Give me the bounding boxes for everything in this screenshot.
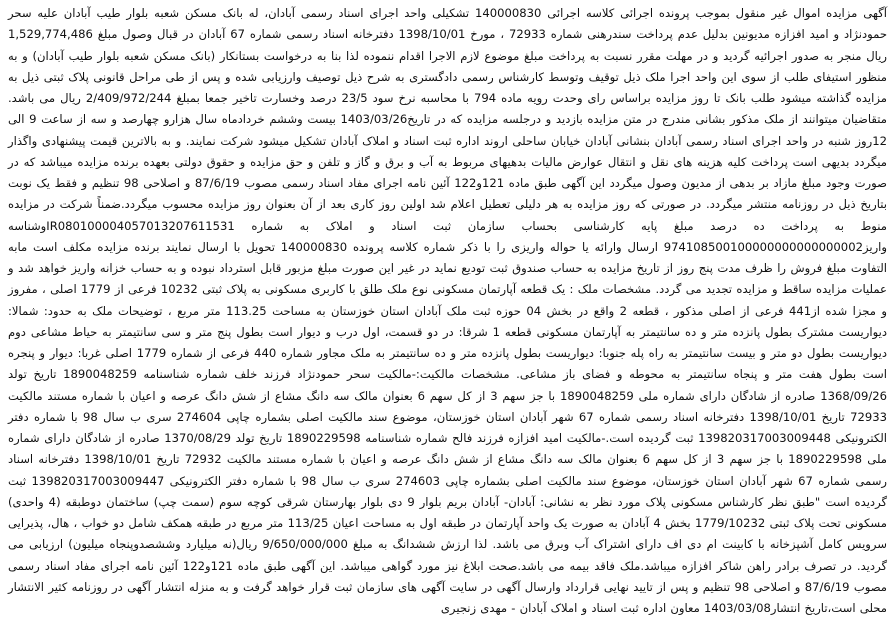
auction-notice-text: آگهی مزایده اموال غیر منقول بموجب پرونده اجرائی کلاسه اجرائی 140000830 تشکیلی واحد اجرای اسناد رسمی آبادان، له بانک مسکن شعبه بلوار طیب آبادان علیه سحر حمودنژاد و امید افزازه مدیونین بدلیل عدم پرداخت سندرهنی شماره 72933 ، مورخ 1398/10/01 دفترخانه اسناد رسمی شماره 67 آبادان در قبال وصول مبلغ 1,529,774,486 ریال منجر به صدور اجرائیه گردید و در مهلت مقرر نسبت به پرداخت مبلغ موضوع لازم الاجرا اقدام ننموده لذا بنا به درخواست بستانکار (بانک مسکن شعبه بلوار طیب آبادان) و به منظور استیفای طلب از سوی این واحد اجرا ملک ذیل توقیف وتوسط کارشناس رسمی دادگستری به شرح ذیل توصیف وارزیابی شده و پس از طی مراحل قانونی پلاک ثبتی ذیل به مزایده گذاشته میشود طلب بانک تا روز مزایده براساس رای وحدت رویه ماده 794 با محاسبه نرخ سود 23/5 درصد وخسارت تاخیر جمعا بمبلغ 2/409/972/244 ریال می باشد. متقاضیان میتوانند از ملک مذکور بشانی مندرج در متن مزایده بازدید و درجلسه مزایده که در تاریخ1403/03/26 بیست وششم خردادماه سال هزارو چهارصد و سه از ساعت 9 الی 12روز شنبه در واحد اجرای اسناد رسمی آبادان بنشانی آبادان خیابان ساحلی اروند اداره ثبت اسناد و املاک آبادان تشکیل میشود شرکت نمایند. و به بالاترین قیمت پیشنهادی واگذار میگردد بدیهی است پرداخت کلیه هزینه های نقل و انتقال عوارض مالیات بدهیهای مربوط به آب و برق و گاز و تلفن و حق مزایده و حقوق دولتی بعهده برنده مزایده میباشد که در صورت وجود مبلغ مازاد بر بدهی از مدیون وصول میگردد این آگهی طبق ماده 121و122 آئین نامه اجرای مفاد اسناد رسمی مصوب 87/6/19 و اصلاحی 98 تنظیم و فقط یک نوبت بتاریخ ذیل در روزنامه منتشر میگردد. در صورتی که روز مزایده به هر دلیلی تعطیل اعلام شد اولین روز کاری بعد از آن بعنوان روز مزایده محسوب میگردد.ضمناً شرکت در مزایده منوط به پرداخت ده درصد مبلغ پایه کارشناسی بحساب سازمان ثبت اسناد و املاک به شماره IR080100004057013207611531وشناسه واریز974108500100000000000000002 ارسال وارائه یا حواله واریزی را با ذکر شماره کلاسه پرونده 140000830 تحویل با ارسال نمایند برنده مزایده مکلف است مابه التفاوت مبلغ فروش را ظرف مدت پنج روز از تاریخ مزایده به حساب صندوق ثبت تودیع نماید در غیر این صورت مبلغ مزبور قابل استرداد نبوده و به حساب خزانه واریز خواهد شد و عملیات مزایده ساقط و مزایده تجدید می گردد. مشخصات ملک : یک قطعه آپارتمان مسکونی نوع ملک طلق با کاربری مسکونی به پلاک ثبتی 10232 فرعی از 1779 اصلی ، مفروز و مجزا شده از441 فرعی از اصلی مذکور ، قطعه 2 واقع در بخش 04 حوزه ثبت ملک آبادان استان خوزستان به مساحت 113.25 متر مربع ، توضیحات ملک به حدود: شمالا: دیواریست مشترک بطول پانزده متر و ده سانتیمتر به آپارتمان مسکونی قطعه 1 شرقا: در دو قسمت، اول درب و دیوار است بطول پنج متر و سی سانتیمتر به حیاط مشاعی دوم دیواریست بطول دو متر و بیست سانتیمتر به راه پله جنوبا: دیواریست بطول پانزده متر و ده سانتیمتر به ملک مجاور شماره 440 فرعی از شماره 1779 اصلی غربا: دیوار و پنجره است بطول هفت متر و پنجاه سانتیمتر به محوطه و فضای باز مشاعی. مشخصات مالکیت:-مالکیت سحر حمودنژاد فرزند خلف شماره شناسنامه 1890048259 تاریخ تولد 1368/09/26 صادره از شادگان دارای شماره ملی 1890048259 با جز سهم 3 از کل سهم 6 بعنوان مالک سه دانگ مشاع از شش دانگ عرصه و اعیان با شماره مستند مالکیت 72933 تاریخ 1398/10/01 دفترخانه اسناد رسمی شماره 67 شهر آبادان استان خوزستان، موضوع سند مالکیت اصلی بشماره چاپی 274604 سری ب سال 98 با شماره دفتر الکترونیکی 139820317003009448 ثبت گردیده است.-مالکیت امید افزازه فرزند فالح شماره شناسنامه 1890229598 تاریخ تولد 1370/08/29 صادره از شادگان دارای شماره ملی 1890229598 با جز سهم 3 از کل سهم 6 بعنوان مالک سه دانگ مشاع از شش دانگ عرصه و اعیان با شماره مستند مالکیت 72932 تاریخ 1398/10/01 دفترخانه اسناد رسمی شماره 67 شهر آبادان استان خوزستان، موضوع سند مالکیت اصلی بشماره چاپی 274603 سری ب سال 98 با شماره دفتر الکترونیکی 139820317003009447 ثبت گردیده است "طبق نظر کارشناس مسکونی پلاک مورد نظر به نشانی: آبادان- آبادان بریم بلوار 9 دی بلوار بهارستان شرقی کوچه سوم (سمت چپ) ساختمان دوطبقه (4 واحدی) مسکونی تحت پلاک ثبتی 1779/10232 بخش 4 آبادان به صورت یک واحد آپارتمان در طبقه اول به مساحت اعیان 113/25 متر مربع در طبقه همکف شامل دو خواب ، هال، پذیرایی سرویس کامل آشپزخانه با کابینت ام دی اف دارای اشتراک آب وبرق می باشد. لذا ارزش ششدانگ به مبلغ 9/650/000/000 ریال(نه میلیارد وششصدوپنجاه میلیون) ارزیابی می گردید. در تصرف برادر راهن شاکر افزازه میباشد.ملک فاقد بیمه می باشد.صحت ابلاغ نیز مورد گواهی میباشد. این آگهی طبق ماده 121و122 آئین نامه اجرای مفاد اسناد رسمی مصوب 87/6/19 و اصلاحی 98 تنظیم و پس از تایید نهایی قرارداد وارسال آگهی در سایت آگهی های سازمان ثبت قرار خواهد گرفت و به منزله انتشار آگهی در روزنامه کثیر الانتشار محلی است،تاریخ انتشار1403/03/08 معاون اداره ثبت اسناد و املاک آبادان - مهدی زنجیری [8,6,888,615]
